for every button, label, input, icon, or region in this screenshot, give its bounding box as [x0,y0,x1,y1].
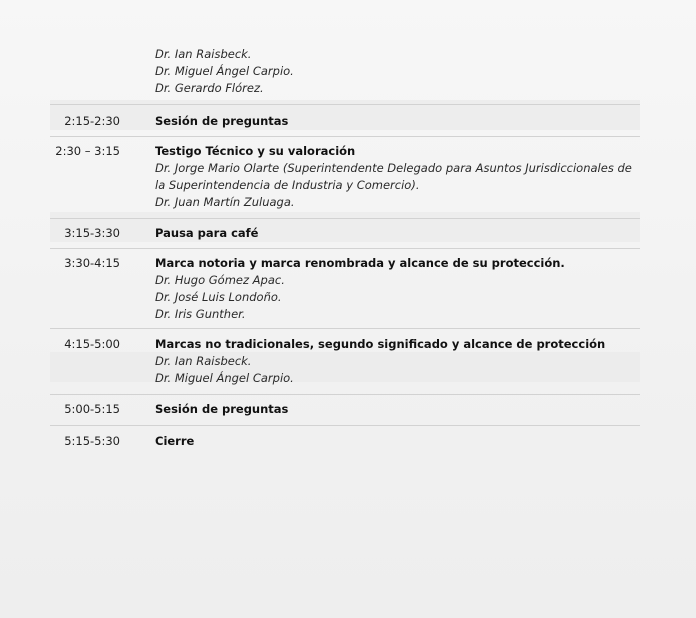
speaker-name: Dr. Gerardo Flórez. [155,81,264,95]
session-time: 5:15-5:30 [64,434,120,448]
session-content [155,401,645,418]
row-separator [50,136,640,137]
session-content [155,225,645,242]
session-time: 2:30 – 3:15 [55,144,120,158]
session-time: 3:30-4:15 [64,256,120,270]
session-content [155,113,645,130]
session-content [155,336,645,387]
session-content [155,143,645,211]
session-title: Pausa para café [155,226,259,240]
row-separator [50,248,640,249]
speaker-name: Dr. Iris Gunther. [155,307,246,321]
row-separator [50,394,640,395]
speaker-name: Dr. Ian Raisbeck. [155,354,252,368]
speaker-name: Dr. Hugo Gómez Apac. [155,273,285,287]
session-time: 3:15-3:30 [64,226,120,240]
row-separator [50,328,640,329]
session-time: 4:15-5:00 [64,337,120,351]
intro-speakers [155,46,645,97]
row-separator [50,218,640,219]
session-title: Marcas no tradicionales, segundo significado y alcance de protección [155,337,606,351]
speaker-name: Dr. Jorge Mario Olarte (Superintendente Delegado para Asuntos Jurisdiccionales de la Superintendencia de Industria y Comercio). [155,161,632,192]
session-title: Marca notoria y marca renombrada y alcance de su protección. [155,256,565,270]
session-title: Sesión de preguntas [155,402,289,416]
row-separator [50,425,640,426]
speaker-name: Dr. Miguel Ángel Carpio. [155,371,294,385]
session-content [155,255,645,323]
session-title: Sesión de preguntas [155,114,289,128]
speaker-name: Dr. Juan Martín Zuluaga. [155,195,295,209]
speaker-name: Dr. José Luis Londoño. [155,290,282,304]
session-title: Cierre [155,434,195,448]
session-title: Testigo Técnico y su valoración [155,144,356,158]
speaker-name: Dr. Miguel Ángel Carpio. [155,64,294,78]
row-separator [50,104,640,105]
session-time: 2:15-2:30 [64,114,120,128]
session-content [155,433,645,450]
speaker-name: Dr. Ian Raisbeck. [155,47,252,61]
session-time: 5:00-5:15 [64,402,120,416]
